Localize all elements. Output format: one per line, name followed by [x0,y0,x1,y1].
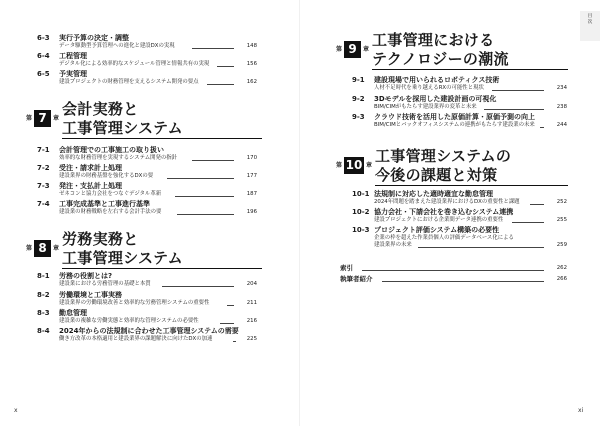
leader-line [227,305,234,306]
leader-line [162,286,234,287]
entry-subtitle: 効率的な財務管理を実現するシステム開発の指針 [59,155,178,161]
entry-number: 6-5 [37,70,50,78]
entry-page: 156 [246,61,257,67]
toc-entry-6-5[interactable] [37,70,257,88]
entry-subtitle: BIM/CIMがもたらす建設業界の変革と未来 [374,104,477,110]
toc-entry-7-4[interactable] [37,200,257,218]
entry-subtitle: 建設業界の労働環境改善と効率的な労務管理システムの重要性 [59,300,210,306]
entry-page: 255 [556,217,567,223]
leader-line [492,90,544,91]
entry-subtitle: 建設業における労務管理の基礎と本質 [59,281,151,287]
toc-entry-7-1[interactable] [37,146,257,164]
side-tab-line1: 目 [587,14,593,19]
entry-page: 162 [246,79,257,85]
entry-subtitle: 働き方改革の本格適用と建設業界の課題解決に向けたDXの加速 [59,336,213,342]
entry-page: 196 [246,209,257,215]
entry-heading: 協力会社・下請会社を巻き込むシステム連携 [374,208,514,216]
entry-page: 259 [556,242,567,248]
side-tab-line2: 次 [587,20,593,25]
leader-line [175,196,234,197]
toc-entry-10-3[interactable] [352,226,572,251]
entry-heading: クラウド技術を活用した原価計算・原価予測の向上 [374,113,535,121]
right-page [300,0,600,426]
chapter-rule [375,185,568,186]
entry-number: 7-1 [37,146,50,154]
toc-entry-index[interactable] [340,264,572,274]
entry-page: 211 [246,300,257,306]
entry-number: 7-3 [37,182,50,190]
chapter-title-line2: 今後の課題と対策 [375,166,498,184]
leader-line [207,84,234,85]
section-side-tab [580,11,600,41]
index-label: 索引 [340,264,353,272]
entry-subtitle-line2: 建設業界の未来 [374,242,412,248]
entry-number: 8-3 [37,309,50,317]
entry-page: 234 [556,85,567,91]
entry-subtitle: 建設プロジェクトにおける企業間データ連携の重要性 [374,217,504,223]
entry-heading: 予実管理 [59,70,87,78]
entry-heading: 勤怠管理 [59,309,87,317]
entry-number: 9-2 [352,95,365,103]
entry-subtitle: データ駆動型予算管理への進化と建設DXの実現 [59,43,175,49]
entry-heading: プロジェクト評価システム構築の必要性 [374,226,500,234]
entry-number: 8-2 [37,291,50,299]
entry-number: 10-3 [352,226,370,234]
entry-heading: 工程管理 [59,52,87,60]
page-folio-left: x [14,407,18,414]
leader-line [217,66,234,67]
toc-entry-10-1[interactable] [352,190,572,208]
entry-number: 7-4 [37,200,50,208]
entry-heading: 会計管理での工事施工の取り扱い [59,146,164,154]
entry-number: 6-4 [37,52,50,60]
chapter-title-line2: テクノロジーの潮流 [372,50,509,68]
chapter-title-line1: 会計実務と [62,100,139,118]
page-folio-right: xi [578,407,584,414]
toc-entry-10-2[interactable] [352,208,572,226]
entry-heading: 工事完成基準と工事進行基準 [59,200,150,208]
entry-subtitle: 建設プロジェクトの財務管理を支えるシステム開発の要点 [59,79,199,85]
entry-page: 238 [556,104,567,110]
toc-entry-7-3[interactable] [37,182,257,200]
chapter-title-line1: 労務実務と [62,230,139,248]
chapter-number-badge: 7 [34,110,51,127]
toc-entry-6-4[interactable] [37,52,257,70]
entry-subtitle: 建設業の財務戦略を左右する会計手法の要 [59,209,162,215]
chapter-title-line2: 工事管理システム [62,119,183,137]
leader-line [362,270,544,271]
entry-subtitle: 2024年問題を踏まえた建設業界におけるDXの重要性と課題 [374,199,520,205]
entry-subtitle: BIM/CIMとバックオフィスシステムの連携がもたらす建設業の未来 [374,122,535,128]
leader-line [530,204,544,205]
entry-page: 177 [246,173,257,179]
chapter-number-badge: 10 [345,158,363,172]
leader-line [484,109,544,110]
leader-line [418,247,544,248]
leader-line [167,178,234,179]
chapter-rule [62,138,262,139]
entry-subtitle: デジタル化による効率的なスケジュール管理と情報共有の実現 [59,61,210,67]
leader-line [540,127,544,128]
entry-page: 244 [556,122,567,128]
entry-heading: 発注・支払計上処理 [59,182,122,190]
entry-page: 216 [246,318,257,324]
chapter-title-line1: 工事管理システムの [375,147,512,165]
entry-page: 187 [246,191,257,197]
leader-line [192,48,234,49]
entry-number: 9-3 [352,113,365,121]
entry-heading: 受注・請求計上処理 [59,164,122,172]
chapter-label-pre: 第 [336,46,343,53]
chapter-number-badge: 9 [344,41,361,58]
entry-number: 8-4 [37,327,50,335]
toc-entry-8-2[interactable] [37,291,257,309]
chapter-label-post: 章 [53,115,60,122]
entry-number: 8-1 [37,272,50,280]
entry-number: 10-1 [352,190,370,198]
entry-heading: 実行予算の決定・調整 [59,34,129,42]
toc-entry-9-1[interactable] [352,76,572,94]
chapter-label-post: 章 [53,245,60,252]
chapter-title-line1: 工事管理における [372,31,495,49]
toc-entry-authors[interactable] [340,275,572,285]
entry-number: 9-1 [352,76,365,84]
entry-heading: 労働環境と工事実務 [59,291,122,299]
entry-page: 204 [246,281,257,287]
entry-number: 7-2 [37,164,50,172]
entry-number: 10-2 [352,208,370,216]
toc-entry-8-3[interactable] [37,309,257,327]
toc-entry-8-1[interactable] [37,272,257,290]
leader-line [220,323,234,324]
entry-subtitle: 人材不足時代を乗り越えるRXの可能性と現状 [374,85,484,91]
authors-page: 266 [556,276,567,282]
toc-entry-9-2[interactable] [352,95,572,113]
index-page: 262 [556,265,567,271]
authors-label: 執筆者紹介 [340,275,373,283]
toc-entry-9-3[interactable] [352,113,572,131]
chapter-number-badge: 8 [34,240,51,257]
entry-heading: 建設現場で用いられるロボティクス技術 [374,76,500,84]
entry-page: 225 [246,336,257,342]
leader-line [233,341,236,342]
chapter-label-post: 章 [366,162,373,169]
chapter-title-line2: 工事管理システム [62,249,183,267]
entry-heading: 2024年からの法規制に合わせた工事管理システムの需要 [59,327,239,335]
entry-subtitle: 建設業界の財務基盤を強化するDXの要 [59,173,154,179]
leader-line [512,222,544,223]
toc-entry-6-3[interactable] [37,34,257,52]
entry-subtitle: 建設業の複雑な労働実態と効率的な管理システムの必要性 [59,318,199,324]
leader-line [192,160,234,161]
entry-number: 6-3 [37,34,50,42]
entry-heading: 3Dモデルを採用した建設計画の可視化 [374,95,497,103]
toc-entry-7-2[interactable] [37,164,257,182]
entry-page: 252 [556,199,567,205]
chapter-label-pre: 第 [336,162,343,169]
chapter-label-post: 章 [363,46,370,53]
entry-subtitle: 企業の枠を超えた作業員個人の評価データベース化による [374,235,514,241]
entry-heading: 労務の役割とは? [59,272,113,280]
chapter-label-pre: 第 [26,245,33,252]
entry-subtitle: ゼネコンと協力会社をつなぐデジタル革新 [59,191,162,197]
leader-line [382,281,544,282]
chapter-label-pre: 第 [26,115,33,122]
entry-page: 170 [246,155,257,161]
entry-heading: 法規制に対応した適時適宜な勤怠管理 [374,190,493,198]
entry-page: 148 [246,43,257,49]
chapter-rule [372,69,568,70]
toc-entry-8-4[interactable] [37,327,262,345]
leader-line [177,214,234,215]
chapter-rule [62,268,262,269]
